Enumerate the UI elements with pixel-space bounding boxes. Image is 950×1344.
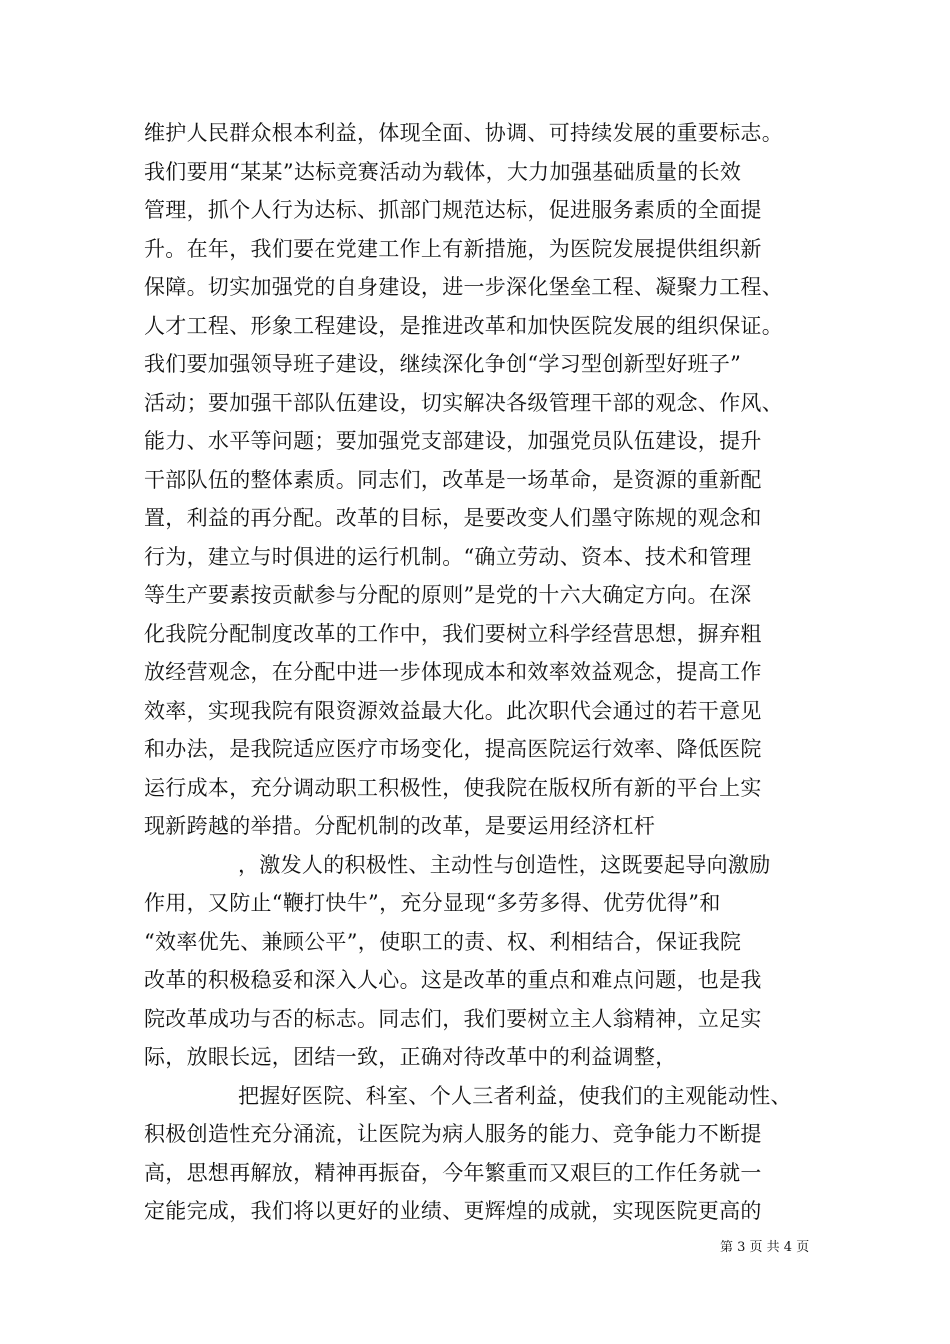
text-line: 把握好医院、科室、个人三者利益，使我们的主观能动性、 [238, 1083, 792, 1108]
text-line: 放经营观念，在分配中进一步体现成本和效率效益观念，提高工作 [144, 660, 762, 684]
text-line: 我们要用“某某”达标竞赛活动为载体，大力加强基础质量的长效 [144, 159, 742, 184]
text-line: 效率，实现我院有限资源效益最大化。此次职代会通过的若干意见 [144, 698, 762, 723]
text-line: 升。在年，我们要在党建工作上有新措施，为医院发展提供组织新 [144, 236, 762, 261]
text-line: 置，利益的再分配。改革的目标，是要改变人们墨守陈规的观念和 [144, 506, 762, 530]
page-footer: 第 3 页 共 4 页 [720, 1240, 810, 1255]
text-line: 行为，建立与时俱进的运行机制。“确立劳动、资本、技术和管理 [144, 544, 752, 569]
text-line: 院改革成功与否的标志。同志们，我们要树立主人翁精神，立足实 [144, 1006, 762, 1031]
text-line: 能力、水平等问题；要加强党支部建设，加强党员队伍建设，提升 [144, 429, 762, 453]
text-line: 高，思想再解放，精神再振奋，今年繁重而又艰巨的工作任务就一 [144, 1160, 762, 1185]
body-text [144, 114, 834, 1231]
text-line: 保障。切实加强党的自身建设，进一步深化堡垒工程、凝聚力工程、 [144, 275, 783, 299]
text-line: “效率优先、兼顾公平”，使职工的责、权、利相结合，保证我院 [144, 929, 742, 954]
text-line: 积极创造性充分涌流，让医院为病人服务的能力、竞争能力不断提 [144, 1122, 762, 1146]
text-line: 现新跨越的举措。分配机制的改革，是要运用经济杠杆 [144, 814, 656, 838]
text-line: 改革的积极稳妥和深入人心。这是改革的重点和难点问题，也是我 [144, 968, 762, 992]
text-line: ，激发人的积极性、主动性与创造性，这既要起导向激励 [238, 852, 771, 877]
text-line: 干部队伍的整体素质。同志们，改革是一场革命，是资源的重新配 [144, 467, 762, 492]
text-line: 维护人民群众根本利益，体现全面、协调、可持续发展的重要标志。 [144, 121, 783, 145]
text-line: 人才工程、形象工程建设，是推进改革和加快医院发展的组织保证。 [144, 313, 783, 338]
text-line: 活动；要加强干部队伍建设，切实解决各级管理干部的观念、作风、 [144, 390, 783, 415]
text-line: 际，放眼长远，团结一致，正确对待改革中的利益调整， [144, 1045, 677, 1069]
text-line: 管理，抓个人行为达标、抓部门规范达标，促进服务素质的全面提 [144, 198, 762, 222]
text-line: 化我院分配制度改革的工作中，我们要树立科学经营思想，摒弃粗 [144, 621, 762, 646]
text-line: 运行成本，充分调动职工积极性，使我院在版权所有新的平台上实 [144, 775, 762, 800]
text-line: 等生产要素按贡献参与分配的原则”是党的十六大确定方向。在深 [144, 583, 752, 607]
text-line: 和办法，是我院适应医疗市场变化，提高医院运行效率、降低医院 [144, 737, 762, 761]
text-line: 作用，又防止“鞭打快牛”，充分显现“多劳多得、优劳优得”和 [144, 891, 721, 915]
text-line: 定能完成，我们将以更好的业绩、更辉煌的成就，实现医院更高的 [144, 1199, 762, 1223]
text-line: 我们要加强领导班子建设，继续深化争创“学习型创新型好班子” [144, 352, 742, 376]
